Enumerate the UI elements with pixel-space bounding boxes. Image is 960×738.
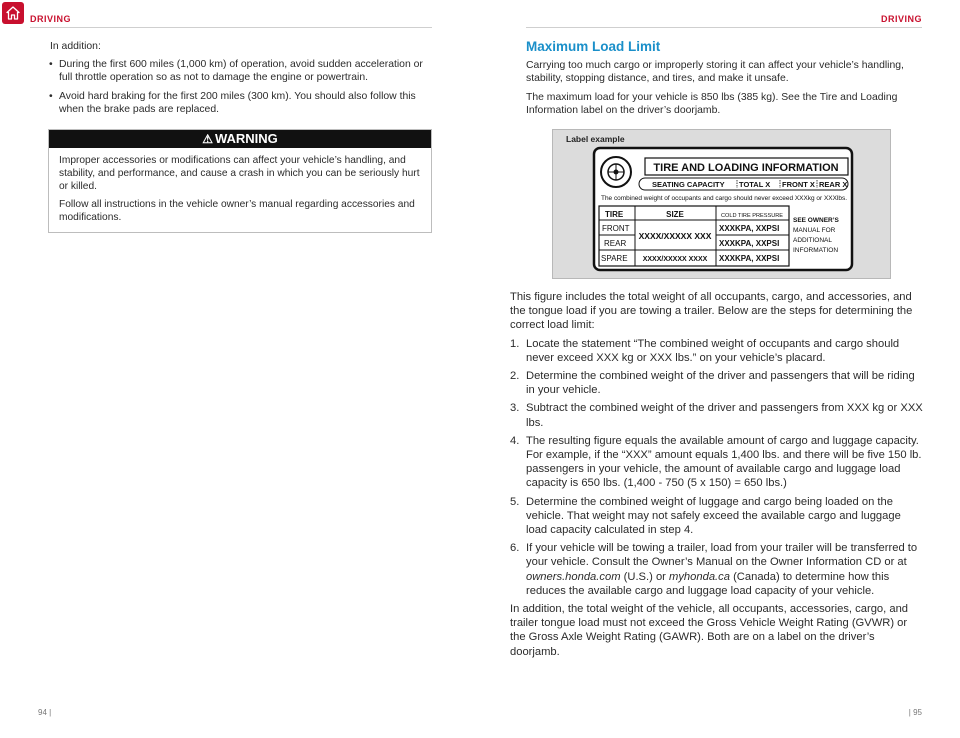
step-item	[510, 495, 924, 538]
step-item	[510, 401, 924, 429]
section-header-right: DRIVING	[880, 14, 922, 24]
step-text: Determine the combined weight of the driver and passengers that will be riding in your vehicle.	[526, 370, 915, 397]
label-heading: TIRE AND LOADING INFORMATION	[653, 162, 839, 174]
see-manual-line: ADDITIONAL	[793, 237, 833, 244]
warning-triangle-icon: ⚠	[202, 132, 213, 146]
label-statement: The combined weight of occupants and cargo should never exceed XXXkg or XXXlbs.	[601, 195, 848, 202]
section-title: Maximum Load Limit	[526, 39, 661, 54]
see-manual-line: SEE OWNER’S	[793, 217, 839, 224]
section-header-left: DRIVING	[30, 14, 72, 24]
intro-text: In addition:	[50, 41, 101, 52]
step-text: Locate the statement “The combined weight of occupants and cargo should never exceed XXX kg or XXX lbs.” on your vehicle’s placard.	[526, 337, 900, 364]
col-size: SIZE	[666, 210, 684, 219]
step-text: If your vehicle will be towing a trailer, load from your trailer will be transferred to your vehicle. Consult the Owner’s Manual on the Owner Information CD or at	[526, 542, 918, 569]
col-tire: TIRE	[605, 210, 624, 219]
steps-intro: This figure includes the total weight of all occupants, cargo, and accessories, and the tongue load if you are towing a trailer. Below are the steps for determining the correct load limit:	[510, 291, 913, 332]
seating-front: FRONT X	[782, 180, 815, 189]
owners-honda-link[interactable]: owners.honda.com	[526, 570, 621, 583]
rear-pressure: XXXKPA, XXPSI	[719, 239, 780, 248]
step-item	[510, 541, 924, 598]
bullet-item: • Avoid hard braking for the first 200 miles (300 km). You should also follow this when the brake pads are replaced.	[48, 90, 432, 116]
step-text: (U.S.) or	[620, 570, 670, 583]
warning-paragraph: Follow all instructions in the vehicle owner’s manual regarding accessories and modifications.	[59, 199, 415, 223]
seating-total: TOTAL X	[739, 180, 771, 189]
left-column	[48, 40, 432, 121]
step-number: 3.	[510, 402, 520, 415]
row-rear-name: REAR	[604, 239, 627, 248]
warning-body	[49, 148, 431, 224]
page-number-left: 94 |	[38, 708, 52, 717]
step-text: The resulting figure equals the available amount of cargo and luggage capacity. For example, if the “XXX” amount equals 1,400 lbs. and there will be five 150 lb. passengers in your vehicle, the amount of available cargo and luggage load capacity is 650 lbs. (1,400 - 750 (5 x 150) = 650 lbs.)	[526, 434, 922, 490]
step-number: 1.	[510, 337, 520, 350]
seating-rear: REAR X	[819, 180, 848, 189]
warning-paragraph: Improper accessories or modifications can affect your vehicle’s handling, and stability, and performance, and cause a crash in which you can be seriously hurt or killed.	[59, 155, 420, 192]
step-number: 4.	[510, 434, 520, 447]
load-limit-steps	[510, 290, 924, 663]
see-manual-line: MANUAL FOR	[793, 227, 836, 234]
tire-label-illustration	[553, 130, 892, 280]
closing-paragraph: In addition, the total weight of the vehicle, all occupants, accessories, cargo, and trailer tongue load must not exceed the Gross Vehicle Weight Rating (GVWR) or the Gross Axle Weight Rating (GAWR). Both are on a label on the driver’s doorjamb.	[510, 603, 909, 658]
shared-size: XXXX/XXXXX XXX	[638, 231, 712, 241]
step-text: Determine the combined weight of luggage and cargo being loaded on the vehicle. That weight may not safely exceed the available cargo and luggage load capacity calculated in step 4.	[526, 495, 901, 537]
seating-capacity: SEATING CAPACITY	[652, 180, 725, 189]
step-item	[510, 434, 924, 491]
figure-caption: Label example	[566, 134, 625, 144]
tire-wheel-icon	[601, 157, 631, 187]
header-divider-left	[30, 27, 432, 28]
myhonda-link[interactable]: myhonda.ca	[669, 570, 730, 583]
step-text: Subtract the combined weight of the driver and passengers from XXX kg or XXX lbs.	[526, 402, 923, 429]
step-item	[510, 369, 924, 397]
see-manual-line: INFORMATION	[793, 247, 839, 254]
body-paragraph: The maximum load for your vehicle is 850 lbs (385 kg). See the Tire and Loading Information label on the driver’s doorjamb.	[526, 91, 898, 116]
header-divider-right	[526, 27, 922, 28]
warning-title: WARNING	[214, 131, 278, 146]
step-number: 6.	[510, 542, 520, 555]
body-paragraph: Carrying too much cargo or improperly storing it can affect your vehicle’s handling, stability, stopping distance, and tires, and make it unsafe.	[526, 60, 904, 85]
home-icon[interactable]	[2, 2, 24, 24]
spare-pressure: XXXKPA, XXPSI	[719, 254, 780, 263]
front-pressure: XXXKPA, XXPSI	[719, 224, 780, 233]
bullet-item: • During the first 600 miles (1,000 km) of operation, avoid sudden acceleration or full throttle operation so as not to damage the engine or powertrain.	[48, 58, 432, 84]
warning-header	[49, 130, 431, 148]
col-pressure: COLD TIRE PRESSURE	[720, 213, 784, 219]
right-column	[526, 40, 922, 122]
step-number: 2.	[510, 370, 520, 383]
row-spare-name: SPARE	[601, 254, 628, 263]
warning-box	[48, 129, 432, 233]
row-front-name: FRONT	[602, 224, 630, 233]
step-text: (Canada) to determine how this reduces the available cargo and luggage load capacity of your vehicle.	[526, 570, 890, 597]
label-example-figure	[552, 129, 891, 279]
spare-size: XXXX/XXXXX XXXX	[642, 256, 708, 263]
step-number: 5.	[510, 495, 520, 508]
step-item	[510, 337, 924, 365]
page-number-right: | 95	[908, 708, 922, 717]
